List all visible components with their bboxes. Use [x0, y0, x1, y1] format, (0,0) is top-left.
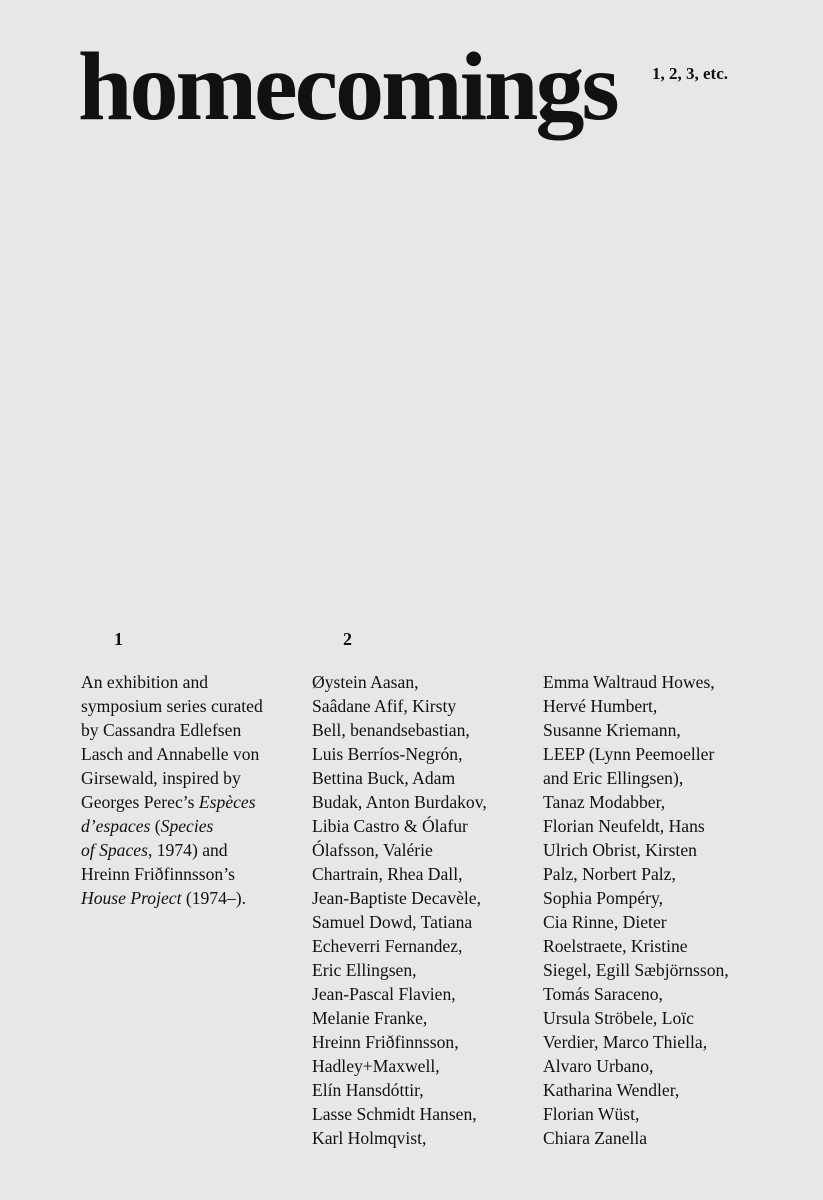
participant-line: LEEP (Lynn Peemoeller — [543, 744, 715, 764]
participant-line: Alvaro Urbano, — [543, 1056, 654, 1076]
participant-line: Elín Hansdóttir, — [312, 1080, 424, 1100]
poster-title: homecomings — [78, 33, 617, 141]
description-column — [81, 670, 263, 910]
participant-line: Tanaz Modabber, — [543, 792, 666, 812]
participant-line: Saâdane Afif, Kirsty — [312, 696, 457, 716]
participant-line: and Eric Ellingsen), — [543, 768, 684, 788]
italic-title-text: d’espaces — [81, 816, 151, 836]
participant-line: Samuel Dowd, Tatiana — [312, 912, 473, 932]
participant-line: Bell, benandsebastian, — [312, 720, 470, 740]
participant-line: Echeverri Fernandez, — [312, 936, 463, 956]
participant-line: Eric Ellingsen, — [312, 960, 417, 980]
italic-title-text: Species — [160, 816, 214, 836]
description-line — [81, 694, 263, 718]
description-text: by Cassandra Edlefsen — [81, 720, 242, 740]
description-line — [81, 886, 263, 910]
participant-line: Bettina Buck, Adam — [312, 768, 456, 788]
participant-line: Chartrain, Rhea Dall, — [312, 864, 463, 884]
participant-line: Luis Berríos-Negrón, — [312, 744, 463, 764]
description-text: ( — [150, 816, 161, 836]
participant-line: Libia Castro & Ólafur — [312, 816, 468, 836]
participant-line: Budak, Anton Burdakov, — [312, 792, 487, 812]
description-line — [81, 718, 263, 742]
participant-line: Jean-Pascal Flavien, — [312, 984, 456, 1004]
participant-line: Emma Waltraud Howes, — [543, 672, 715, 692]
participant-line: Karl Holmqvist, — [312, 1128, 427, 1148]
description-text: Georges Perec’s — [81, 792, 199, 812]
participants-column-2 — [543, 670, 729, 1150]
participants-column-1 — [312, 670, 487, 1150]
participant-line: Chiara Zanella — [543, 1128, 648, 1148]
participant-line: Verdier, Marco Thiella, — [543, 1032, 708, 1052]
description-line — [81, 790, 263, 814]
participant-line: Lasse Schmidt Hansen, — [312, 1104, 477, 1124]
participant-line: Susanne Kriemann, — [543, 720, 681, 740]
description-line — [81, 862, 263, 886]
section-number-2: 2 — [343, 629, 352, 649]
participant-line: Siegel, Egill Sæbjörnsson, — [543, 960, 729, 980]
edition-label: 1, 2, 3, etc. — [652, 64, 729, 83]
description-text: (1974–). — [181, 888, 246, 908]
participant-line: Florian Neufeldt, Hans — [543, 816, 705, 836]
participant-line: Øystein Aasan, — [312, 672, 419, 692]
description-text: Lasch and Annabelle von — [81, 744, 260, 764]
participant-line: Jean-Baptiste Decavèle, — [312, 888, 482, 908]
participant-line: Hervé Humbert, — [543, 696, 658, 716]
participant-line: Palz, Norbert Palz, — [543, 864, 676, 884]
italic-title-text: Espèces — [198, 792, 256, 812]
description-line — [81, 670, 263, 694]
participant-line: Hreinn Friðfinnsson, — [312, 1032, 459, 1052]
participant-line: Katharina Wendler, — [543, 1080, 680, 1100]
description-line — [81, 742, 263, 766]
participant-line: Melanie Franke, — [312, 1008, 428, 1028]
description-text: , 1974) and — [147, 840, 228, 860]
participant-line: Ursula Ströbele, Loïc — [543, 1008, 694, 1028]
description-line — [81, 814, 263, 838]
participant-line: Tomás Saraceno, — [543, 984, 663, 1004]
participant-line: Sophia Pompéry, — [543, 888, 664, 908]
section-number-1: 1 — [114, 629, 123, 649]
italic-title-text: of Spaces — [81, 840, 148, 860]
participant-line: Ólafsson, Valérie — [312, 840, 433, 860]
italic-title-text: House Project — [81, 888, 182, 908]
description-text: An exhibition and — [81, 672, 209, 692]
description-text: symposium series curated — [81, 696, 263, 716]
description-line — [81, 838, 263, 862]
participant-line: Ulrich Obrist, Kirsten — [543, 840, 697, 860]
description-text: Girsewald, inspired by — [81, 768, 241, 788]
participant-line: Hadley+Maxwell, — [312, 1056, 440, 1076]
description-line — [81, 766, 263, 790]
participant-line: Florian Wüst, — [543, 1104, 640, 1124]
participant-line: Cia Rinne, Dieter — [543, 912, 667, 932]
description-text: Hreinn Friðfinnsson’s — [81, 864, 235, 884]
participant-line: Roelstraete, Kristine — [543, 936, 688, 956]
